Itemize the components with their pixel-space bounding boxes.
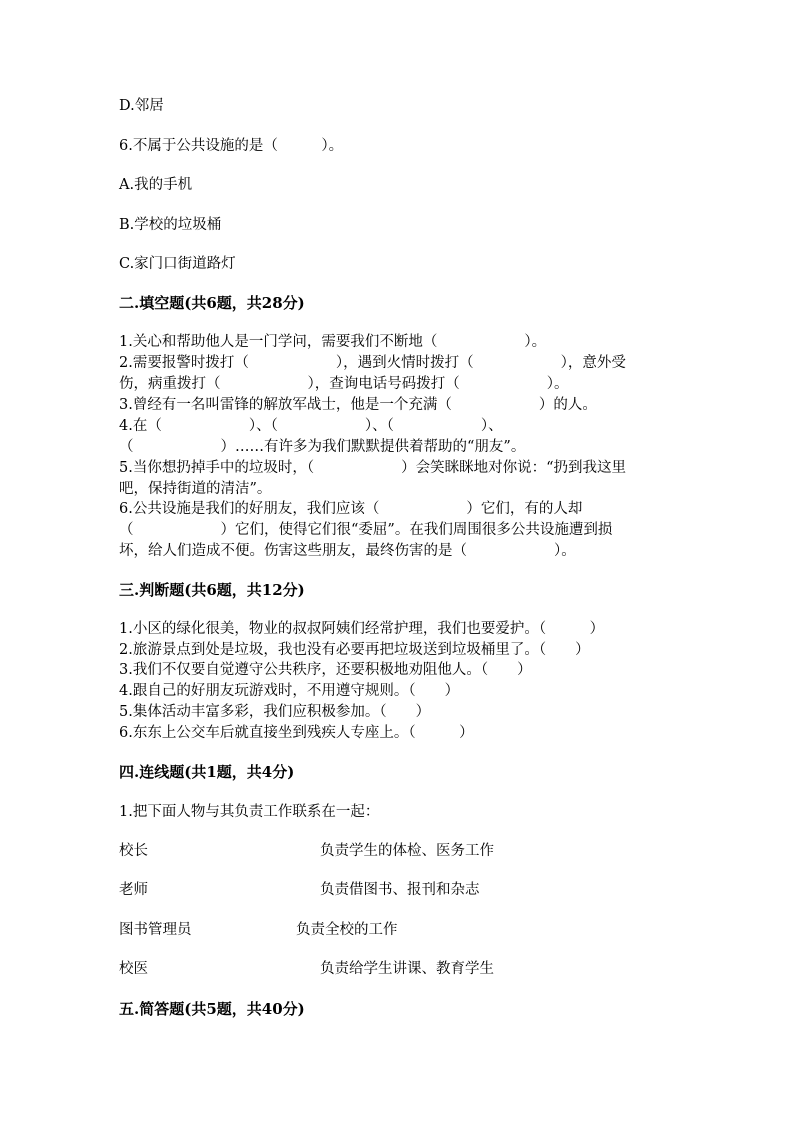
match-duty-1: 负责学生的体检、医务工作: [320, 843, 494, 859]
judge-line-1: 1.小区的绿化很美，物业的叔叔阿姨们经常护理，我们也要爱护。（ ）: [119, 621, 605, 637]
fill-line-6: （ ）……有许多为我们默默提供着帮助的“朋友”。: [119, 439, 526, 455]
fill-line-5: 4.在（ ）、（ ）、（ ）、: [119, 418, 503, 434]
fill-line-9: 6.公共设施是我们的好朋友，我们应该（ ）它们，有的人却: [119, 501, 583, 517]
judge-line-5: 5.集体活动丰富多彩，我们应积极参加。（ ）: [119, 704, 431, 720]
match-duty-3: 负责全校的工作: [296, 922, 398, 938]
match-section-heading: 四.连线题(共1题，共4分): [119, 763, 295, 781]
judge-line-2: 2.旅游景点到处是垃圾，我也没有必要再把垃圾送到垃圾桶里了。（ ）: [119, 642, 590, 658]
match-person-principal: 校长: [119, 843, 148, 859]
fill-line-7: 5.当你想扔掉手中的垃圾时，（ ）会笑眯眯地对你说：“扔到我这里: [119, 460, 626, 476]
q6-stem: 6.不属于公共设施的是（ ）。: [119, 138, 344, 154]
judge-line-6: 6.东东上公交车后就直接坐到残疾人专座上。（ ）: [119, 725, 474, 741]
fill-line-8: 吧，保持街道的清洁”。: [119, 481, 272, 497]
match-duty-4: 负责给学生讲课、教育学生: [320, 961, 494, 977]
fill-line-2: 2.需要报警时拨打（ ），遇到火情时拨打（ ），意外受: [119, 355, 626, 371]
q6-option-c: C.家门口街道路灯: [119, 256, 236, 272]
fill-section-heading: 二.填空题(共6题，共28分): [119, 294, 305, 312]
judge-section-heading: 三.判断题(共6题，共12分): [119, 581, 305, 599]
match-question: 1.把下面人物与其负责工作联系在一起：: [119, 804, 380, 820]
fill-line-1: 1.关心和帮助他人是一门学问，需要我们不断地（ ）。: [119, 334, 547, 350]
q6-option-b: B.学校的垃圾桶: [119, 217, 222, 233]
q6-option-a: A.我的手机: [119, 177, 193, 193]
match-duty-2: 负责借图书、报刊和杂志: [320, 882, 480, 898]
match-person-teacher: 老师: [119, 882, 148, 898]
match-person-librarian: 图书管理员: [119, 922, 192, 938]
fill-line-4: 3.曾经有一名叫雷锋的解放军战士，他是一个充满（ ）的人。: [119, 397, 597, 413]
fill-line-10: （ ）它们，使得它们很“委屈”。在我们周围很多公共设施遭到损: [119, 522, 613, 538]
fill-line-3: 伤，病重拨打（ ），查询电话号码拨打（ ）。: [119, 376, 569, 392]
short-section-heading: 五.简答题(共5题，共40分): [119, 1000, 305, 1018]
judge-line-4: 4.跟自己的好朋友玩游戏时，不用遵守规则。（ ）: [119, 683, 460, 699]
fill-line-11: 坏，给人们造成不便。伤害这些朋友，最终伤害的是（ ）。: [119, 543, 576, 559]
judge-line-3: 3.我们不仅要自觉遵守公共秩序，还要积极地劝阻他人。（ ）: [119, 662, 532, 678]
match-person-doctor: 校医: [119, 961, 148, 977]
q5-option-d: D.邻居: [119, 98, 164, 114]
